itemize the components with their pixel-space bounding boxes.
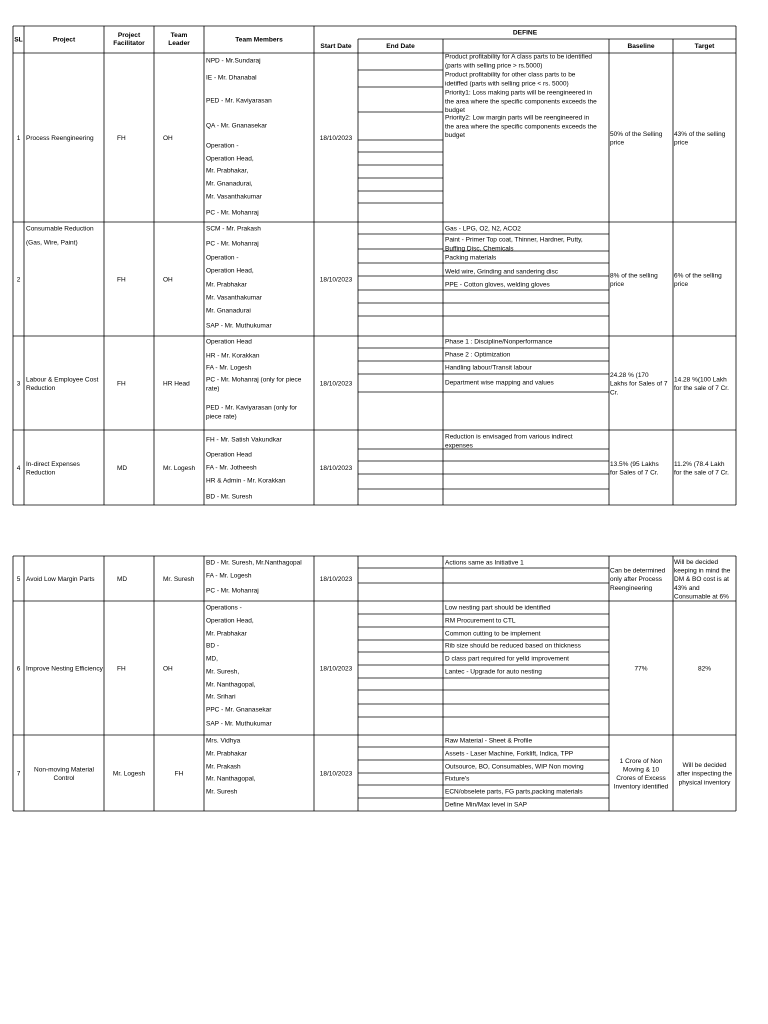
row-define-item: budget xyxy=(445,131,465,139)
row-team-member: Mr. Vasanthakumar xyxy=(206,193,262,201)
row-target: 43% and xyxy=(674,584,700,592)
row-project: (Gas, Wire, Paint) xyxy=(26,239,78,247)
row-baseline: Inventory identified xyxy=(613,783,669,791)
row-baseline: for Sales of 7 Cr. xyxy=(610,469,659,477)
row-team-member: FH - Mr. Satish Vakundkar xyxy=(206,436,282,444)
row-team-member: Mr. Prabhakar xyxy=(206,630,247,638)
row-define-item: the area where the specific components exceeds the xyxy=(445,123,597,131)
row-start-date: 18/10/2023 xyxy=(319,770,353,778)
row-target: Will be decided xyxy=(682,762,727,770)
header-project: Project xyxy=(52,36,76,44)
row-team-member: Mr. Gnanadurai, xyxy=(206,180,253,188)
row-baseline: 77% xyxy=(634,665,648,673)
row-define-item: Product profitability for A class parts to be identified xyxy=(445,53,593,61)
row-team-member: Operation Head xyxy=(206,451,252,459)
row-team-member: SAP - Mr. Muthukumar xyxy=(206,322,272,330)
row-leader: FH xyxy=(174,770,184,778)
row-leader: OH xyxy=(163,665,173,673)
row-define-item: Paint - Primer Top coat, Thinner, Hardner, Putty, xyxy=(445,236,583,244)
row-team-member: Mr. Gnanadurai xyxy=(206,307,251,315)
row-define-item: Product profitability for other class parts to be xyxy=(445,71,576,79)
row-sl: 1 xyxy=(16,135,21,143)
row-define-item: RM Procurement to CTL xyxy=(445,617,516,625)
row-project: Process Reengineering xyxy=(26,135,94,143)
row-define-item: Buffing Disc, Chemicals xyxy=(445,245,514,253)
row-facilitator: MD xyxy=(117,576,128,584)
row-define-item: Define Min/Max level in SAP xyxy=(445,801,528,809)
row-define-item: D class part required for yelld improvement xyxy=(445,655,569,663)
row-team-member: Mr. Vasanthakumar xyxy=(206,294,262,302)
row-team-member: Operation Head, xyxy=(206,617,254,625)
row-team-member: Operation Head, xyxy=(206,267,254,275)
header-define: DEFINE xyxy=(512,29,538,37)
row-team-member: Operation Head, xyxy=(206,155,254,163)
row-start-date: 18/10/2023 xyxy=(319,135,353,143)
row-target: for the sale of 7 Cr. xyxy=(674,385,729,393)
row-define-item: Handling labour/Transit labour xyxy=(445,364,532,372)
row-target: 82% xyxy=(697,665,712,673)
row-project: Reduction xyxy=(26,469,56,477)
row-team-member: BD - xyxy=(206,642,219,650)
row-start-date: 18/10/2023 xyxy=(319,276,353,284)
row-project: Control xyxy=(53,775,75,783)
row-baseline: only after Process xyxy=(610,576,663,584)
row-target: physical inventory xyxy=(678,779,731,787)
row-team-member: Mr. Prabhakar, xyxy=(206,167,249,175)
row-target: Will be decided xyxy=(674,559,719,567)
row-define-item: Lantec - Upgrade for auto nesting xyxy=(445,668,542,676)
row-team-member: piece rate) xyxy=(206,413,237,421)
row-start-date: 18/10/2023 xyxy=(319,380,353,388)
row-team-member: MD, xyxy=(206,655,218,663)
row-team-member: BD - Mr. Suresh xyxy=(206,493,253,501)
row-target: keeping in mind the xyxy=(674,567,731,575)
row-define-item: expenses xyxy=(445,442,473,450)
row-facilitator: MD xyxy=(117,465,128,473)
row-team-member: Operation Head xyxy=(206,338,252,346)
row-leader: OH xyxy=(163,135,173,143)
row-team-member: Operations - xyxy=(206,604,242,612)
row-define-item: idetiffed (parts with selling price < rs. 5000) xyxy=(445,80,569,88)
row-leader: OH xyxy=(163,276,173,284)
row-facilitator: FH xyxy=(117,665,126,673)
header-target: Target xyxy=(694,42,715,50)
row-leader: Mr. Suresh xyxy=(163,576,195,584)
header-facilitator: Facilitator xyxy=(113,39,145,47)
row-target: Consumable at 6% xyxy=(674,593,729,601)
row-team-member: PC - Mr. Mohanraj xyxy=(206,209,259,217)
row-baseline: Can be determined xyxy=(610,567,666,575)
row-project: Consumable Reduction xyxy=(26,225,94,233)
row-define-item: Phase 2 : Optimization xyxy=(445,351,511,359)
header-facilitator: Project xyxy=(117,31,141,39)
row-define-item: Priority1: Loss making parts will be reengineered in xyxy=(445,89,593,97)
row-team-member: HR - Mr. Korakkan xyxy=(206,352,260,360)
row-team-member: Mr. Suresh, xyxy=(206,668,240,676)
row-define-item: Packing materials xyxy=(445,254,497,262)
row-team-member: PC - Mr. Mohanraj xyxy=(206,240,259,248)
row-define-item: Fixture's xyxy=(445,775,470,783)
row-team-member: Mr. Prabhakar xyxy=(206,281,247,289)
row-baseline: Crores of Excess xyxy=(616,775,666,783)
row-define-item: Reduction is envisaged from various indirect xyxy=(445,433,573,441)
row-define-item: Common cutting to be implement xyxy=(445,630,541,638)
row-target: price xyxy=(674,139,689,147)
row-baseline: 1 Crore of Non xyxy=(619,757,663,765)
row-target: 14.28 %(100 Lakh xyxy=(674,376,727,384)
row-baseline: 8% of the selling xyxy=(610,272,658,280)
row-facilitator: Mr. Logesh xyxy=(112,770,146,778)
header-baseline: Baseline xyxy=(627,42,655,50)
row-target: 11.2% (78.4 Lakh xyxy=(674,460,725,468)
row-baseline: 24.28 % (170 xyxy=(610,372,649,380)
row-project: Reduction xyxy=(26,385,56,393)
header-sl: SL xyxy=(14,36,23,44)
row-define-item: Phase 1 : Discipline/Nonperformance xyxy=(445,338,553,346)
row-baseline: Cr. xyxy=(610,389,619,397)
row-project: In-direct Expenses xyxy=(26,460,80,468)
row-define-item: Actions same as Initiative 1 xyxy=(445,559,524,567)
row-team-member: Operation - xyxy=(206,142,239,150)
row-team-member: Mr. Prabhakar xyxy=(206,750,247,758)
row-define-item: Outsource, BO, Consumables, WIP Non moving xyxy=(445,763,584,771)
row-facilitator: FH xyxy=(117,276,126,284)
row-team-member: Operation - xyxy=(206,254,239,262)
row-leader: HR Head xyxy=(163,380,190,388)
row-facilitator: FH xyxy=(117,380,126,388)
row-define-item: PPE - Cotton gloves, welding gloves xyxy=(445,281,550,289)
row-team-member: PC - Mr. Mohanraj xyxy=(206,587,259,595)
row-team-member: FA - Mr. Logesh xyxy=(206,364,252,372)
row-team-member: PED - Mr. Kaviyarasan (only for xyxy=(206,404,298,412)
row-team-member: rate) xyxy=(206,385,220,393)
row-baseline: Lakhs for Sales of 7 xyxy=(610,380,668,388)
row-team-member: FA - Mr. Jotheesh xyxy=(206,464,257,472)
row-target: DM & BO cost is at xyxy=(674,576,729,584)
row-team-member: NPD - Mr.Sundaraj xyxy=(206,57,261,65)
row-project: Non-moving Material xyxy=(34,766,94,774)
header-leader: Team xyxy=(170,31,188,39)
row-leader: Mr. Logesh xyxy=(163,465,196,473)
row-start-date: 18/10/2023 xyxy=(319,665,353,673)
header-end-date: End Date xyxy=(386,42,415,50)
row-sl: 7 xyxy=(16,770,21,778)
row-team-member: Mr. Suresh xyxy=(206,788,238,796)
header-members: Team Members xyxy=(235,36,283,44)
row-define-item: Priority2: Low margin parts will be reengineered in xyxy=(445,114,590,122)
row-baseline: 50% of the Selling xyxy=(610,130,663,138)
row-team-member: Mr. Srihari xyxy=(206,693,236,701)
row-team-member: Mrs. Vidhya xyxy=(206,737,241,745)
row-sl: 4 xyxy=(16,465,21,473)
row-team-member: Mr. Nanthagopal, xyxy=(206,775,256,783)
row-team-member: FA - Mr. Logesh xyxy=(206,572,252,580)
row-define-item: Department wise mapping and values xyxy=(445,379,554,387)
row-target: 6% of the selling xyxy=(674,272,722,280)
row-baseline: price xyxy=(610,281,625,289)
header-leader: Leader xyxy=(168,39,190,47)
row-team-member: IE - Mr. Dhanabal xyxy=(206,74,257,82)
row-target: 43% of the selling xyxy=(674,130,726,138)
row-define-item: Low nesting part should be identified xyxy=(445,604,551,612)
row-team-member: SAP - Mr. Muthukumar xyxy=(206,720,272,728)
row-team-member: QA - Mr. Gnanasekar xyxy=(206,122,268,130)
row-sl: 3 xyxy=(16,380,21,388)
row-baseline: Reengineering xyxy=(610,584,653,592)
row-sl: 6 xyxy=(16,665,21,673)
row-target: for the sale of 7 Cr. xyxy=(674,469,729,477)
row-define-item: Rib size should be reduced based on thickness xyxy=(445,642,581,650)
row-baseline: 13.5% (95 Lakhs xyxy=(610,460,659,468)
row-baseline: Moving & 10 xyxy=(622,766,660,774)
row-define-item: budget xyxy=(445,106,465,114)
row-team-member: PPC - Mr. Gnanasekar xyxy=(206,706,272,714)
row-team-member: SCM - Mr. Prakash xyxy=(206,225,261,233)
row-start-date: 18/10/2023 xyxy=(319,465,353,473)
header-start-date: Start Date xyxy=(320,42,352,50)
row-team-member: PC - Mr. Mohanraj (only for piece xyxy=(206,376,302,384)
row-team-member: HR & Admin - Mr. Korakkan xyxy=(206,477,286,485)
row-facilitator: FH xyxy=(117,135,126,143)
row-project: Labour & Employee Cost xyxy=(26,376,99,384)
row-define-item: Raw Material - Sheet & Profile xyxy=(445,737,533,745)
row-define-item: (parts with selling price > rs.5000) xyxy=(445,62,543,70)
row-sl: 2 xyxy=(16,276,21,284)
row-define-item: Assets - Laser Machine, Forklift, Indica, TPP xyxy=(445,750,574,758)
row-define-item: Weld wire, Grinding and sandering disc xyxy=(445,268,558,276)
row-start-date: 18/10/2023 xyxy=(319,576,353,584)
row-project: Avoid Low Margin Parts xyxy=(26,576,95,584)
row-project: Improve Nesting Efficiency xyxy=(26,665,103,673)
row-sl: 5 xyxy=(16,576,21,584)
row-define-item: Gas - LPG, O2, N2, ACO2 xyxy=(445,225,521,233)
row-team-member: Mr. Nanthagopal, xyxy=(206,681,256,689)
row-define-item: ECN/obselete parts, FG parts,packing materials xyxy=(445,788,583,796)
row-target: after inspecting the xyxy=(677,770,732,778)
row-team-member: Mr. Prakash xyxy=(206,763,241,771)
row-target: price xyxy=(674,281,689,289)
row-team-member: PED - Mr. Kaviyarasan xyxy=(206,97,272,105)
row-team-member: BD - Mr. Suresh, Mr.Nanthagopal xyxy=(206,559,302,567)
row-define-item: the area where the specific components exceeds the xyxy=(445,98,597,106)
row-baseline: price xyxy=(610,139,625,147)
